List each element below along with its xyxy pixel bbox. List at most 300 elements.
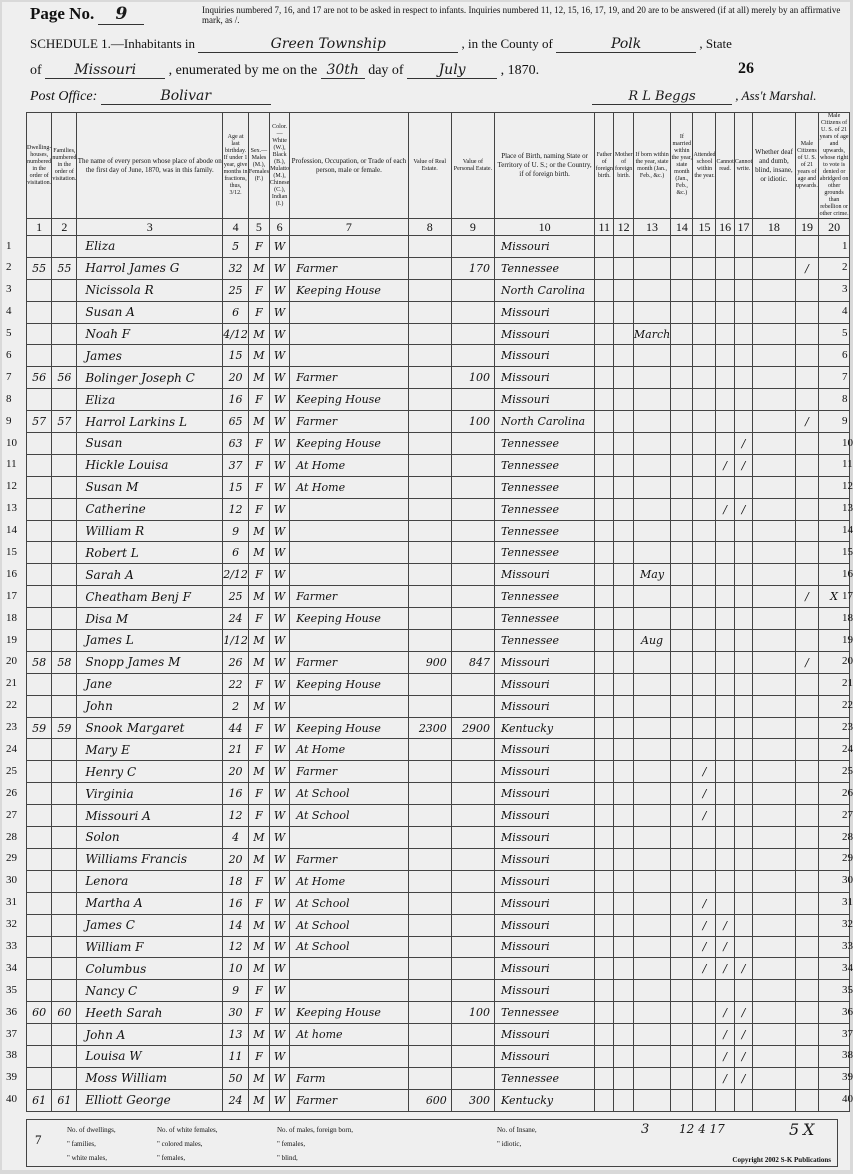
person-name: Harrol James G: [77, 257, 223, 279]
dwelling-number: [27, 279, 52, 301]
column-number: 12: [614, 219, 633, 236]
disability: [753, 345, 796, 367]
family-number: 58: [52, 651, 77, 673]
mother-foreign: [614, 1067, 633, 1089]
dwelling-number: [27, 389, 52, 411]
age: 9: [223, 980, 249, 1002]
color: W: [269, 914, 289, 936]
sex: M: [248, 257, 269, 279]
table-row: [27, 520, 850, 542]
born-within-year: [633, 345, 670, 367]
cannot-read: [716, 411, 734, 433]
line-number-right: 7: [842, 370, 848, 383]
father-foreign: [595, 564, 614, 586]
occupation: Farmer: [290, 586, 408, 608]
cannot-read: [716, 761, 734, 783]
month-field: July: [407, 62, 497, 79]
married-within-year: [671, 1045, 693, 1067]
father-foreign: [595, 739, 614, 761]
table-row: [27, 1045, 850, 1067]
father-foreign: [595, 389, 614, 411]
attended-school: /: [693, 892, 716, 914]
census-table: [26, 112, 850, 1112]
family-number: [52, 761, 77, 783]
father-foreign: [595, 586, 614, 608]
father-foreign: [595, 783, 614, 805]
personal-estate-value: [451, 695, 494, 717]
family-number: [52, 630, 77, 652]
dwelling-number: 60: [27, 1002, 52, 1024]
birthplace: Tennessee: [495, 433, 595, 455]
cannot-read: [716, 1089, 734, 1111]
family-number: [52, 498, 77, 520]
male-citizen: [795, 914, 819, 936]
family-number: [52, 345, 77, 367]
occupation: Farmer: [290, 411, 408, 433]
disability: [753, 564, 796, 586]
column-number: 15: [693, 219, 716, 236]
mother-foreign: [614, 717, 633, 739]
line-number: 16: [6, 567, 17, 580]
attended-school: [693, 433, 716, 455]
person-name: Louisa W: [77, 1045, 223, 1067]
cannot-write: [734, 630, 752, 652]
personal-estate-value: [451, 1067, 494, 1089]
occupation: Farmer: [290, 651, 408, 673]
table-row: [27, 651, 850, 673]
personal-estate-value: [451, 586, 494, 608]
sex: M: [248, 323, 269, 345]
cannot-write: [734, 564, 752, 586]
table-row: [27, 257, 850, 279]
married-within-year: [671, 564, 693, 586]
mother-foreign: [614, 673, 633, 695]
disability: [753, 761, 796, 783]
line-number-right: 39: [842, 1071, 853, 1084]
real-estate-value: [408, 564, 451, 586]
personal-estate-value: [451, 848, 494, 870]
person-name: Martha A: [77, 892, 223, 914]
person-name: Solon: [77, 827, 223, 849]
father-foreign: [595, 980, 614, 1002]
real-estate-value: [408, 958, 451, 980]
cannot-write: /: [734, 1002, 752, 1024]
cannot-write: [734, 651, 752, 673]
line-number-right: 21: [842, 677, 853, 690]
line-number: 40: [6, 1093, 17, 1106]
birthplace: Kentucky: [495, 1089, 595, 1111]
line-number: 15: [6, 545, 17, 558]
occupation: At School: [290, 783, 408, 805]
real-estate-value: 2300: [408, 717, 451, 739]
sex: F: [248, 236, 269, 258]
real-estate-value: [408, 848, 451, 870]
occupation: Keeping House: [290, 608, 408, 630]
dwelling-number: [27, 761, 52, 783]
sex: M: [248, 914, 269, 936]
mother-foreign: [614, 257, 633, 279]
birthplace: Missouri: [495, 695, 595, 717]
born-within-year: [633, 717, 670, 739]
occupation: At School: [290, 914, 408, 936]
age: 9: [223, 520, 249, 542]
age: 10: [223, 958, 249, 980]
personal-estate-value: [451, 958, 494, 980]
married-within-year: [671, 695, 693, 717]
disability: [753, 739, 796, 761]
cannot-read: [716, 367, 734, 389]
cannot-write: [734, 783, 752, 805]
attended-school: [693, 520, 716, 542]
born-within-year: [633, 608, 670, 630]
real-estate-value: 900: [408, 651, 451, 673]
person-name: Mary E: [77, 739, 223, 761]
attended-school: [693, 739, 716, 761]
sex: M: [248, 761, 269, 783]
cannot-read: [716, 717, 734, 739]
mother-foreign: [614, 564, 633, 586]
disability: [753, 1002, 796, 1024]
color: W: [269, 520, 289, 542]
born-within-year: [633, 848, 670, 870]
disability: [753, 608, 796, 630]
page-number-value: 9: [98, 4, 144, 25]
col-dwelling-header: Dwelling-houses, numbered in the order of visitation.: [27, 113, 52, 219]
column-header-row: [27, 113, 850, 219]
col-birthplace-header: Place of Birth, naming State or Territory of U. S.; or the Country, if of foreign birth.: [495, 113, 595, 219]
disability: [753, 783, 796, 805]
cannot-write: [734, 586, 752, 608]
person-name: Jane: [77, 673, 223, 695]
attended-school: /: [693, 914, 716, 936]
table-row: [27, 695, 850, 717]
person-name: Eliza: [77, 236, 223, 258]
attended-school: [693, 1024, 716, 1046]
married-within-year: [671, 257, 693, 279]
male-citizen: [795, 542, 819, 564]
age: 2: [223, 695, 249, 717]
personal-estate-value: 300: [451, 1089, 494, 1111]
family-number: [52, 608, 77, 630]
age: 6: [223, 301, 249, 323]
age: 44: [223, 717, 249, 739]
person-name: Disa M: [77, 608, 223, 630]
person-name: Harrol Larkins L: [77, 411, 223, 433]
male-citizen: [795, 783, 819, 805]
person-name: Robert L: [77, 542, 223, 564]
occupation: Farm: [290, 1067, 408, 1089]
line-number-right: 14: [842, 524, 853, 537]
mother-foreign: [614, 739, 633, 761]
male-citizen: [795, 848, 819, 870]
attended-school: [693, 389, 716, 411]
cannot-write: [734, 717, 752, 739]
male-citizen: [795, 345, 819, 367]
sex: F: [248, 739, 269, 761]
cannot-write: /: [734, 454, 752, 476]
table-row: [27, 564, 850, 586]
father-foreign: [595, 279, 614, 301]
real-estate-value: [408, 805, 451, 827]
line-number: 34: [6, 961, 17, 974]
family-number: [52, 323, 77, 345]
personal-estate-value: [451, 323, 494, 345]
attended-school: [693, 651, 716, 673]
line-number-right: 34: [842, 961, 853, 974]
cannot-read: [716, 695, 734, 717]
birthplace: Missouri: [495, 323, 595, 345]
cannot-write: [734, 980, 752, 1002]
dwelling-number: [27, 630, 52, 652]
real-estate-value: [408, 236, 451, 258]
cannot-read: [716, 542, 734, 564]
mother-foreign: [614, 958, 633, 980]
born-within-year: [633, 980, 670, 1002]
line-number: 26: [6, 786, 17, 799]
male-citizen: [795, 1067, 819, 1089]
table-row: [27, 717, 850, 739]
mother-foreign: [614, 476, 633, 498]
disability: [753, 389, 796, 411]
birthplace: Missouri: [495, 827, 595, 849]
male-citizen: [795, 1045, 819, 1067]
col-sex-header: Sex.—Males (M.), Females (F.): [248, 113, 269, 219]
male-citizen: [795, 476, 819, 498]
family-number: 61: [52, 1089, 77, 1111]
personal-estate-value: [451, 520, 494, 542]
disability: [753, 1045, 796, 1067]
real-estate-value: [408, 345, 451, 367]
age: 25: [223, 279, 249, 301]
sex: F: [248, 279, 269, 301]
age: 22: [223, 673, 249, 695]
birthplace: Tennessee: [495, 1002, 595, 1024]
real-estate-value: [408, 630, 451, 652]
mother-foreign: [614, 279, 633, 301]
cannot-write: [734, 389, 752, 411]
real-estate-value: [408, 1002, 451, 1024]
father-foreign: [595, 257, 614, 279]
real-estate-value: [408, 454, 451, 476]
attended-school: [693, 367, 716, 389]
born-within-year: [633, 520, 670, 542]
table-row: [27, 761, 850, 783]
male-citizen: [795, 673, 819, 695]
birthplace: Kentucky: [495, 717, 595, 739]
table-row: [27, 301, 850, 323]
dwelling-number: 61: [27, 1089, 52, 1111]
line-number: 7: [6, 370, 12, 383]
cannot-read: [716, 827, 734, 849]
family-number: [52, 586, 77, 608]
father-foreign: [595, 936, 614, 958]
occupation: At School: [290, 936, 408, 958]
cannot-write: [734, 892, 752, 914]
line-number: 25: [6, 764, 17, 777]
cannot-write: [734, 673, 752, 695]
cannot-write: [734, 739, 752, 761]
cannot-read: /: [716, 958, 734, 980]
table-row: [27, 323, 850, 345]
age: 20: [223, 761, 249, 783]
male-citizen: [795, 630, 819, 652]
age: 5: [223, 236, 249, 258]
line-number-right: 27: [842, 808, 853, 821]
father-foreign: [595, 848, 614, 870]
born-within-year: [633, 651, 670, 673]
married-within-year: [671, 827, 693, 849]
age: 4/12: [223, 323, 249, 345]
color: W: [269, 498, 289, 520]
column-number: 11: [595, 219, 614, 236]
disability: [753, 367, 796, 389]
real-estate-value: [408, 257, 451, 279]
dwelling-number: [27, 1045, 52, 1067]
line-number: 24: [6, 742, 17, 755]
sex: F: [248, 301, 269, 323]
cannot-read: [716, 564, 734, 586]
male-citizen: [795, 1089, 819, 1111]
age: 14: [223, 914, 249, 936]
attended-school: /: [693, 761, 716, 783]
dwelling-number: [27, 454, 52, 476]
sex: M: [248, 651, 269, 673]
male-citizen: [795, 980, 819, 1002]
male-citizen: [795, 827, 819, 849]
line-number-right: 18: [842, 611, 853, 624]
age: 4: [223, 827, 249, 849]
sex: M: [248, 411, 269, 433]
line-number-right: 24: [842, 742, 853, 755]
occupation: [290, 630, 408, 652]
occupation: Farmer: [290, 761, 408, 783]
occupation: [290, 564, 408, 586]
male-citizen: [795, 936, 819, 958]
male-citizen: [795, 279, 819, 301]
attended-school: /: [693, 936, 716, 958]
person-name: Williams Francis: [77, 848, 223, 870]
male-citizen: [795, 236, 819, 258]
color: W: [269, 564, 289, 586]
column-number: 16: [716, 219, 734, 236]
disability: [753, 695, 796, 717]
footer-idiotic: " idiotic,: [497, 1140, 522, 1148]
mother-foreign: [614, 433, 633, 455]
cannot-write: [734, 257, 752, 279]
family-number: [52, 980, 77, 1002]
line-number-right: 13: [842, 502, 853, 515]
born-within-year: [633, 1045, 670, 1067]
father-foreign: [595, 433, 614, 455]
occupation: [290, 1045, 408, 1067]
cannot-write: [734, 301, 752, 323]
married-within-year: [671, 433, 693, 455]
table-row: [27, 914, 850, 936]
table-row: [27, 586, 850, 608]
footer-blind: " blind,: [277, 1154, 298, 1162]
color: W: [269, 848, 289, 870]
family-number: [52, 1045, 77, 1067]
sex: F: [248, 1002, 269, 1024]
cannot-write: /: [734, 433, 752, 455]
occupation: [290, 345, 408, 367]
personal-estate-value: 170: [451, 257, 494, 279]
mother-foreign: [614, 783, 633, 805]
col-personal-estate-header: Value of Personal Estate.: [451, 113, 494, 219]
age: 15: [223, 476, 249, 498]
personal-estate-value: 847: [451, 651, 494, 673]
line-number-right: 29: [842, 852, 853, 865]
married-within-year: [671, 586, 693, 608]
footer-sum-d: X: [803, 1120, 815, 1139]
cannot-read: /: [716, 1045, 734, 1067]
dwelling-number: [27, 848, 52, 870]
disability: [753, 236, 796, 258]
color: W: [269, 608, 289, 630]
born-within-year: [633, 586, 670, 608]
person-name: John: [77, 695, 223, 717]
personal-estate-value: [451, 783, 494, 805]
personal-estate-value: [451, 454, 494, 476]
birthplace: Missouri: [495, 892, 595, 914]
attended-school: /: [693, 783, 716, 805]
mother-foreign: [614, 892, 633, 914]
color: W: [269, 1067, 289, 1089]
family-number: 60: [52, 1002, 77, 1024]
father-foreign: [595, 1067, 614, 1089]
birthplace: Tennessee: [495, 586, 595, 608]
mother-foreign: [614, 608, 633, 630]
line-number: 30: [6, 874, 17, 887]
dwelling-number: [27, 783, 52, 805]
person-name: Catherine: [77, 498, 223, 520]
cannot-read: /: [716, 1067, 734, 1089]
occupation: [290, 827, 408, 849]
age: 12: [223, 498, 249, 520]
dwelling-number: [27, 958, 52, 980]
married-within-year: [671, 914, 693, 936]
personal-estate-value: [451, 870, 494, 892]
footer-dwellings: No. of dwellings,: [67, 1126, 116, 1134]
line-number-right: 19: [842, 633, 853, 646]
line-number-right: 20: [842, 655, 853, 668]
dwelling-number: [27, 936, 52, 958]
line-number: 3: [6, 283, 12, 296]
inquiries-note: Inquiries numbered 7, 16, and 17 are not to be asked in respect to infants. Inquiries numbered 11, 12, 15, 16, 17, 19, and 20 are to be answered (if at all) merely by an affirmative mark, as /.: [202, 5, 841, 25]
column-number: 9: [451, 219, 494, 236]
line-number-right: 17: [842, 589, 853, 602]
dwelling-number: [27, 892, 52, 914]
sex: M: [248, 936, 269, 958]
family-number: [52, 958, 77, 980]
dwelling-number: [27, 914, 52, 936]
person-name: Bolinger Joseph C: [77, 367, 223, 389]
sex: F: [248, 805, 269, 827]
mother-foreign: [614, 542, 633, 564]
table-row: [27, 739, 850, 761]
disability: [753, 630, 796, 652]
disability: [753, 958, 796, 980]
personal-estate-value: [451, 739, 494, 761]
person-name: Nicissola R: [77, 279, 223, 301]
real-estate-value: [408, 980, 451, 1002]
male-citizen: /: [795, 586, 819, 608]
cannot-write: [734, 914, 752, 936]
disability: [753, 980, 796, 1002]
line-number-right: 33: [842, 940, 853, 952]
family-number: [52, 695, 77, 717]
father-foreign: [595, 608, 614, 630]
